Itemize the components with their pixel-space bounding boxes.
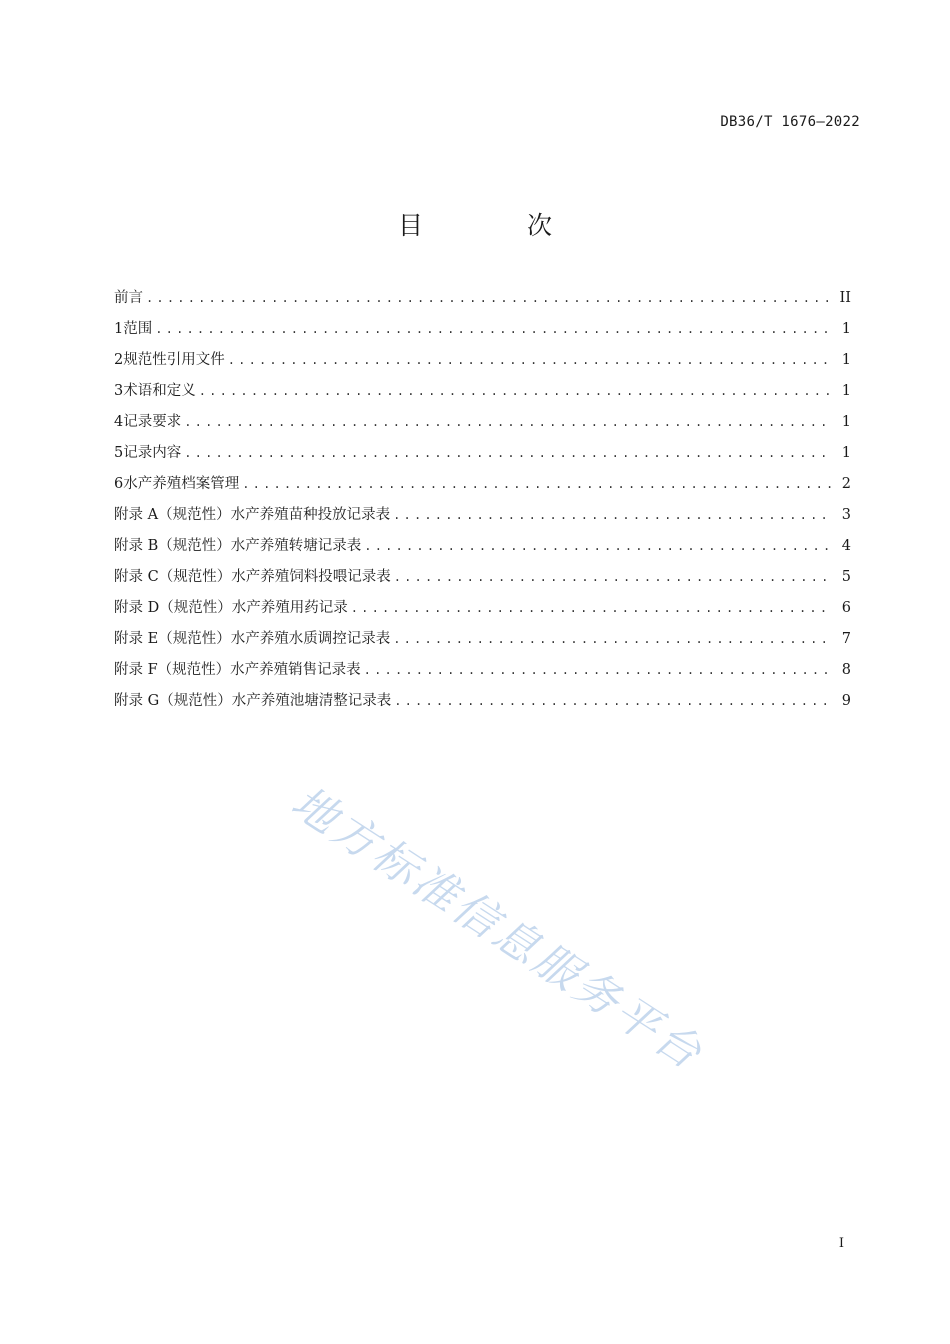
toc-entry-label: 术语和定义 xyxy=(123,383,196,399)
toc-entry-number: 6 xyxy=(114,476,124,492)
toc-entry-label: 前言 xyxy=(114,290,143,306)
toc-entry-label: 附录 G（规范性）水产养殖池塘清整记录表 xyxy=(114,693,392,709)
toc-entry-label: 附录 D（规范性）水产养殖用药记录 xyxy=(114,600,348,616)
watermark: 地方标准信息服务平台 xyxy=(282,776,713,1081)
toc-entry-label: 附录 B（规范性）水产养殖转塘记录表 xyxy=(114,538,362,554)
toc-leader-dots xyxy=(393,627,833,651)
toc-entry-label: 记录内容 xyxy=(123,445,182,461)
toc-entry-6[interactable] xyxy=(114,472,851,503)
toc-leader-dots xyxy=(184,441,833,465)
toc-entry-number: 1 xyxy=(114,321,124,337)
toc-entry-page: 5 xyxy=(841,569,851,585)
toc-entry-appendix-d[interactable] xyxy=(114,596,851,627)
toc-entry-page: II xyxy=(839,290,851,306)
toc-entry-appendix-c[interactable] xyxy=(114,565,851,596)
toc-entry-label: 规范性引用文件 xyxy=(123,352,225,368)
toc-entry-appendix-f[interactable] xyxy=(114,658,851,689)
toc-leader-dots xyxy=(228,348,833,372)
toc-entry-page: 8 xyxy=(841,662,851,678)
toc-entry-label: 附录 C（规范性）水产养殖饲料投喂记录表 xyxy=(114,569,391,585)
page-title: 目 次 xyxy=(398,211,600,240)
toc-entry-page: 1 xyxy=(841,321,851,337)
toc-entry-page: 1 xyxy=(841,352,851,368)
toc-leader-dots xyxy=(394,689,833,713)
toc-entry-appendix-e[interactable] xyxy=(114,627,851,658)
toc-entry-appendix-a[interactable] xyxy=(114,503,851,534)
toc-leader-dots xyxy=(364,658,833,682)
toc-entry-number: 2 xyxy=(114,352,124,368)
toc-entry-4[interactable] xyxy=(114,410,851,441)
toc-entry-label: 附录 E（规范性）水产养殖水质调控记录表 xyxy=(114,631,391,647)
toc-entry-page: 1 xyxy=(841,414,851,430)
toc-entry-2[interactable] xyxy=(114,348,851,379)
toc-leader-dots xyxy=(155,317,833,341)
document-code: DB36/T 1676—2022 xyxy=(720,114,860,130)
toc-entry-appendix-g[interactable] xyxy=(114,689,851,720)
toc-leader-dots xyxy=(393,503,833,527)
toc-leader-dots xyxy=(146,286,833,310)
toc-entry-label: 附录 F（规范性）水产养殖销售记录表 xyxy=(114,662,361,678)
toc-leader-dots xyxy=(184,410,833,434)
toc-entry-page: 3 xyxy=(841,507,851,523)
toc-leader-dots xyxy=(199,379,833,403)
toc-entry-page: 7 xyxy=(841,631,851,647)
toc-leader-dots xyxy=(364,534,833,558)
toc-entry-page: 1 xyxy=(841,383,851,399)
toc-entry-page: 9 xyxy=(841,693,851,709)
toc-entry-label: 附录 A（规范性）水产养殖苗种投放记录表 xyxy=(114,507,391,523)
toc-entry-number: 4 xyxy=(114,414,124,430)
toc-entry-label: 记录要求 xyxy=(123,414,182,430)
toc-entry-label: 范围 xyxy=(123,321,153,337)
toc-entry-foreword[interactable] xyxy=(114,286,851,317)
toc-leader-dots xyxy=(242,472,833,496)
toc-entry-page: 4 xyxy=(841,538,851,554)
toc-entry-5[interactable] xyxy=(114,441,851,472)
toc-entry-page: 1 xyxy=(841,445,851,461)
toc-entry-page: 6 xyxy=(841,600,851,616)
toc-entry-appendix-b[interactable] xyxy=(114,534,851,565)
toc-entry-number: 3 xyxy=(114,383,124,399)
toc-leader-dots xyxy=(394,565,833,589)
toc-entry-page: 2 xyxy=(841,476,851,492)
toc-entry-number: 5 xyxy=(114,445,124,461)
page-number: I xyxy=(838,1236,844,1251)
toc-entry-label: 水产养殖档案管理 xyxy=(123,476,240,492)
toc-entry-1[interactable] xyxy=(114,317,851,348)
toc-leader-dots xyxy=(351,596,833,620)
table-of-contents xyxy=(114,286,851,720)
toc-entry-3[interactable] xyxy=(114,379,851,410)
